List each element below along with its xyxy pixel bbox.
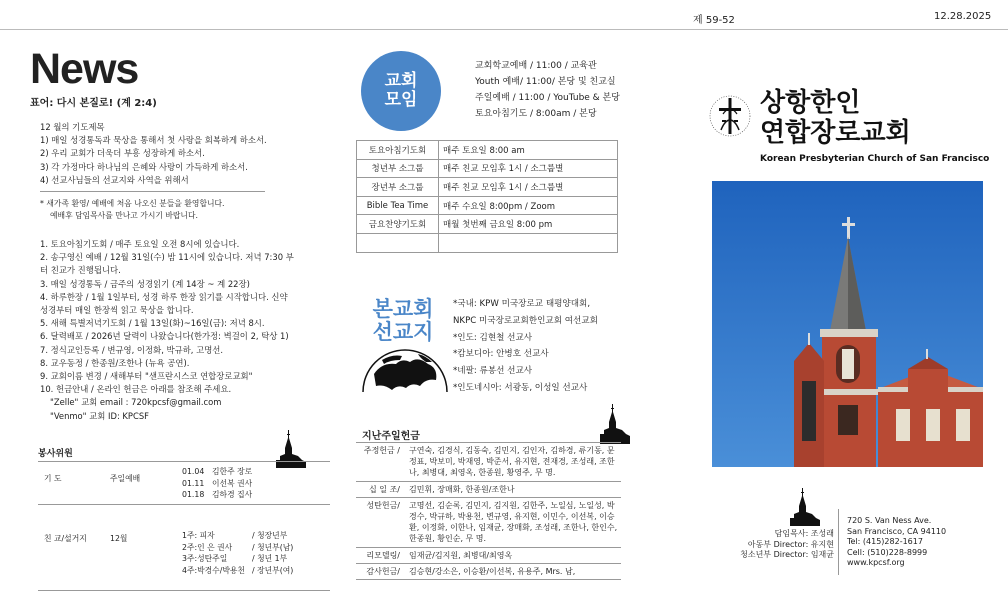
committee-title: 봉사위원 <box>38 449 73 459</box>
worship-item: 토요아침기도 / 8:00am / 본당 <box>475 109 597 119</box>
mission-list <box>453 296 598 397</box>
prayer-duty-type: 주일예배 <box>110 474 141 483</box>
divider <box>838 509 839 575</box>
table-row: 성탄헌금/ 고명선, 김순록, 김민지, 김지원, 김한주, 노일심, 노일성, 박경수, 박규하, 박용천, 변규영, 유지현, 이민수, 이선복, 이승환, 이정화, 이한나, 임재균, 장매화, 조성래, 조한나, 한인수, 한종원, 황인순, 무 명. <box>356 497 621 547</box>
prayer-item: 1) 매일 성경통독과 묵상을 통해서 첫 사랑을 회복하게 하소서. <box>40 135 267 146</box>
notice-item: 3. 매일 성경통독 / 금주의 성경읽기 (계 14장 ~ 계 22장) <box>40 278 250 289</box>
church-silhouette-icon <box>276 430 306 468</box>
globe-icon <box>362 344 448 392</box>
table-row: 청년부 소그룹 매주 친교 모임후 1시 / 소그룹별 <box>357 159 618 178</box>
worship-item: 주일예배 / 11:00 / YouTube & 본당 <box>475 93 620 103</box>
notice-item: 7. 정식교인등록 / 변규영, 이정화, 박규하, 고명선. <box>40 344 224 355</box>
table-row: 감사헌금/ 김승현/강소은, 이승환/이선복, 유용주, Mrs. 남, <box>356 563 621 579</box>
welcome-line: * 새가족 환영/ 예배에 처음 나오신 분들을 환영합니다. <box>40 199 225 208</box>
fellowship-month: 12월 <box>110 534 128 543</box>
mission-item: *국내: KPW 미국장로교 태평양대회, <box>453 299 591 309</box>
divider <box>40 191 265 192</box>
table-row: 리모델링/ 임재균/김지원, 최병대/최영옥 <box>356 547 621 563</box>
notice-item: 성경부터 매일 한장씩 읽고 묵상을 합니다. <box>40 305 194 316</box>
offering-title: 지난주일헌금 <box>362 431 420 442</box>
mission-item: *캄보디아: 안병호 선교사 <box>453 349 549 360</box>
prayer-item: 2) 우리 교회가 더욱더 부흥 성장하게 하소서. <box>40 148 205 159</box>
fellowship-weeks: 1주: 피자 2주:인 은 권사 3주:성탄주일 4주:박경수/박용천 <box>182 531 245 575</box>
mission-item: *인도네시아: 서광동, 이성일 선교사 <box>453 382 588 393</box>
notice-item: 10. 헌금안내 / 온라인 헌금은 아래를 참조해 주세요. <box>40 384 232 395</box>
prayer-duty-label: 기 도 <box>44 474 62 483</box>
website-link[interactable]: www.kpcsf.org <box>847 558 905 568</box>
prayer-item: 4) 선교사님들의 선교지와 사역을 위해서 <box>40 174 189 185</box>
table-row: 금요찬양기도회 매월 첫번째 금요일 8:00 pm <box>357 215 618 234</box>
zelle-info: "Zelle" 교회 email : 720kpcsf@gmail.com <box>50 397 222 408</box>
prayer-item: 3) 각 가정마다 하나님의 은혜와 사랑이 가득하게 하소서. <box>40 161 248 172</box>
mission-item: NKPC 미국장로교회한인교회 여선교회 <box>453 315 598 326</box>
prayer-title: 12 월의 기도제목 <box>40 122 105 132</box>
table-row: 십 일 조/ 김민휘, 장매화, 한종원/조한나 <box>356 481 621 497</box>
table-row: 토요아침기도회 매주 토요일 8:00 am <box>357 141 618 160</box>
table-row: Bible Tea Time 매주 수요일 8:00pm / Zoom <box>357 196 618 215</box>
divider <box>38 461 330 462</box>
table-row: 장년부 소그룹 매주 친교 모임후 1시 / 소그룹별 <box>357 178 618 197</box>
divider <box>38 590 330 591</box>
mission-item: *네팔: 류봉선 선교사 <box>453 366 533 377</box>
motto: 표어: 다시 본질로! (계 2:4) <box>30 98 157 109</box>
table-row <box>357 233 618 252</box>
notice-item: 8. 교우동정 / 한종원/조한나 (뉴욕 공연). <box>40 357 190 368</box>
mission-item: *인도: 김현철 선교사 <box>453 332 533 343</box>
mission-title: 본교회 선교지 <box>372 297 434 344</box>
church-address: 720 S. Van Ness Ave. San Francisco, CA 94110 Tel: (415)282-1617 Cell: (510)228-8999 www.kpcsf.org <box>847 516 947 568</box>
issue-date: 12.28.2025 <box>934 11 992 22</box>
notice-item: 9. 교회이름 변경 / 새해부터 "샌프란시스코 연합장로교회" <box>40 371 253 382</box>
pastor-list: 담임목사: 조성래 아동부 Director: 유지현 청소년부 Director: 임재균 <box>740 529 834 560</box>
worship-badge: 교회 모임 <box>361 51 441 131</box>
news-title: News <box>30 45 139 93</box>
notice-item: 5. 새해 특별저녁기도회 / 1월 13일(화)~16일(금): 저녁 8시. <box>40 318 265 329</box>
presbyterian-seal-icon <box>707 90 753 144</box>
church-english-name: Korean Presbyterian Church of San Francisco <box>760 154 990 164</box>
notice-item: 2. 송구영신 예배 / 12월 31일(수) 밤 11시에 있습니다. 저녁 7:30 부 <box>40 252 294 263</box>
header-divider <box>0 29 1008 30</box>
table-row: 주정헌금 / 구연숙, 김경식, 김동숙, 김민지, 김인자, 김하경, 류기동, 문정표, 박보미, 박재영, 박준서, 유지현, 전재경, 조성래, 조한나, 최병대, 최영옥, 한종원, 황영주, 무 명. <box>356 443 621 482</box>
fellowship-label: 친 교/설거지 <box>44 534 87 543</box>
offering-table <box>356 442 621 580</box>
divider <box>38 504 330 505</box>
meeting-table <box>356 140 618 253</box>
church-name: 상항한인 연합장로교회 <box>760 88 911 148</box>
prayer-duty-names: 김한주 장로 이선복 권사 김하경 집사 <box>212 467 253 499</box>
welcome-note <box>40 198 310 221</box>
notices <box>40 238 312 423</box>
church-silhouette-icon <box>790 488 820 526</box>
fellowship-groups: / 청장년부 / 청년부(남) / 청년 1부 / 장년부(여) <box>252 531 294 575</box>
prayer-duty-dates: 01.04 01.11 01.18 <box>182 467 205 499</box>
notice-item: 1. 토요아침기도회 / 매주 토요일 오전 8시에 있습니다. <box>40 239 240 249</box>
notice-item: 4. 하루한장 / 1월 1일부터, 성경 하루 한장 읽기를 시작합니다. 신약 <box>40 291 288 302</box>
venmo-info: "Venmo" 교회 ID: KPCSF <box>50 410 149 421</box>
issue-number: 제 59-52 <box>693 15 735 26</box>
welcome-line: 예배후 담임목사를 만나고 가시기 바랍니다. <box>50 210 198 220</box>
notice-item: 6. 달력배포 / 2026년 달력이 나왔습니다(한가정: 벽걸이 2, 탁상 1) <box>40 331 289 342</box>
church-photo <box>712 181 983 467</box>
church-silhouette-icon <box>600 404 630 444</box>
worship-item: Youth 예배/ 11:00/ 본당 및 친교실 <box>475 77 616 87</box>
worship-schedule <box>475 58 620 122</box>
prayer-topics <box>40 121 310 187</box>
notice-item: 터 친교가 진행됩니다. <box>40 265 121 276</box>
worship-item: 교회학교예배 / 11:00 / 교육관 <box>475 61 597 71</box>
